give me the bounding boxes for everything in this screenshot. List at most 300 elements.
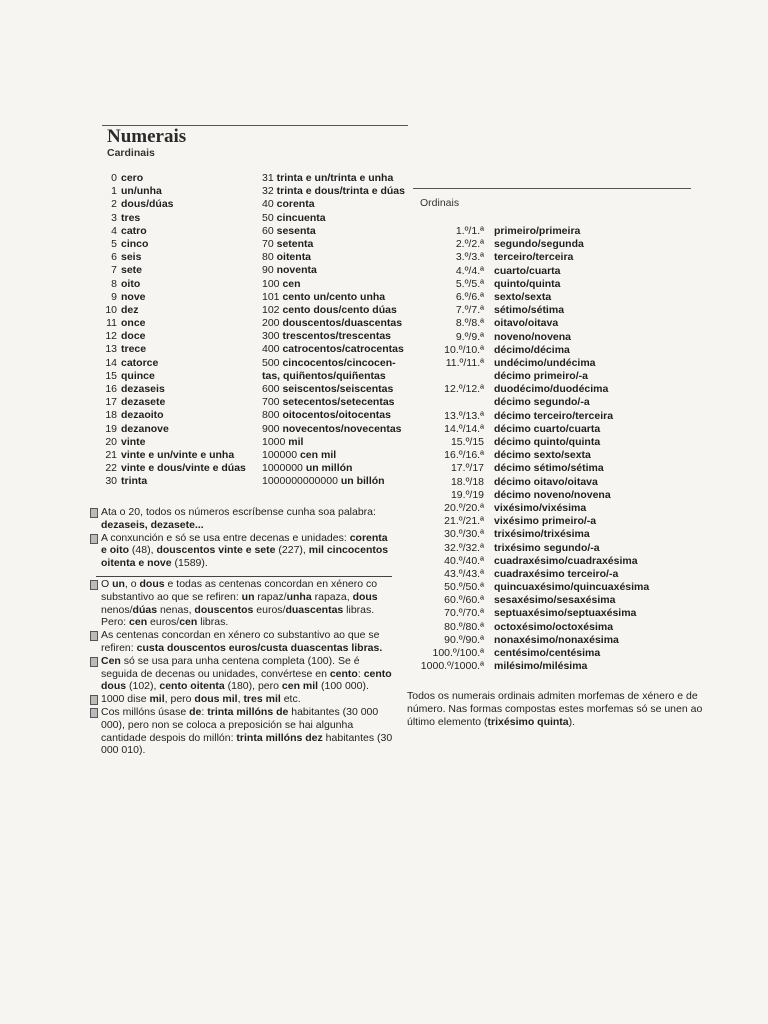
numeral-word: cen (282, 277, 301, 290)
note-example: de (189, 705, 202, 718)
numeral-word: once (121, 317, 146, 330)
cardinals-list-right (262, 172, 405, 489)
cardinal-row (77, 409, 246, 422)
cardinal-row (262, 291, 405, 304)
numeral-word: dezasete (121, 396, 166, 409)
note-text: etc. (280, 693, 301, 706)
note-text: (227), (275, 544, 309, 557)
note-example: dezaseis, dezasete... (101, 518, 204, 531)
numeral: 15.º/15 (450, 436, 484, 448)
numeral: 11.º/11.ª (445, 356, 484, 369)
numeral-word: sete (121, 264, 143, 277)
note-example: cento oitenta (159, 680, 225, 693)
note-example: custa douscentos euros/custa duascentas libras. (136, 641, 383, 654)
note-text: Cos millóns úsase (101, 705, 190, 718)
note-paragraph (90, 532, 394, 570)
ordinals-heading: Ordinais (420, 197, 460, 209)
ordinal-row (406, 304, 649, 317)
numeral-word: duodécimo/duodécima (494, 383, 609, 396)
cardinal-row (77, 238, 246, 251)
bullet-square-icon (90, 708, 98, 718)
ordinal-row (406, 542, 649, 555)
numeral-word: catrocentos/catrocentas (282, 343, 404, 356)
numeral: 14 (105, 356, 117, 369)
numeral-word: novecentos/novecentas (282, 422, 402, 435)
numeral-word: trinta e dous/trinta e dúas (276, 185, 405, 198)
numeral-word: tas, quiñentos/quiñentas (262, 369, 386, 382)
cardinal-row (262, 409, 405, 422)
numeral-word: quinto/quinta (494, 277, 561, 290)
numeral-word: cuarto/cuarta (494, 264, 561, 277)
cardinal-row (77, 172, 246, 185)
ordinal-row (406, 594, 649, 607)
cardinal-row (262, 172, 405, 185)
numeral: 400 (262, 343, 280, 356)
ordinal-row (406, 502, 649, 515)
numeral: 30 (105, 475, 117, 488)
numeral: 3 (111, 211, 117, 224)
numeral: 80.º/80.ª (444, 620, 484, 633)
note-text: habitantes (30 000 000), pero non se coloca a preposición se hai algunha cantidade despois do millón: (101, 705, 379, 744)
numeral-word: décimo quinto/quinta (494, 436, 601, 448)
note-text: As centenas concordan en xénero co substantivo ao que se refiren: (101, 629, 380, 654)
numeral-word: cuadraxésimo terceiro/-a (494, 567, 619, 580)
numeral: 0 (111, 172, 117, 184)
numeral: 4.º/4.ª (455, 264, 484, 277)
numeral-word: corenta (276, 198, 315, 211)
numeral: 6 (111, 251, 117, 264)
note-text: , (237, 693, 244, 706)
note-example: un (112, 578, 125, 590)
numeral: 102 (262, 303, 280, 316)
cardinal-row (262, 185, 405, 198)
numeral-word: cuadraxésimo/cuadraxésima (494, 554, 638, 567)
numeral-word: terceiro/terceira (494, 251, 574, 264)
numeral-word: vinte (121, 435, 146, 448)
numeral-word: centésimo/centésima (494, 647, 601, 659)
numeral: 12 (105, 330, 117, 343)
numeral: 5.º/5.ª (455, 277, 484, 290)
note-text: libras. (197, 616, 229, 629)
numeral-word: dezanove (121, 422, 169, 435)
numeral-word: décimo terceiro/terceira (494, 409, 614, 422)
cardinal-row (262, 238, 405, 251)
note-text: A conxunción e só se usa entre decenas e unidades: (101, 531, 350, 544)
numeral: 6.º/6.ª (455, 290, 484, 303)
numeral: 18.º/18 (450, 475, 484, 488)
cardinal-notes-a (90, 506, 394, 570)
numeral-word: un billón (340, 475, 385, 488)
ordinal-row (406, 291, 649, 304)
ordinal-row (406, 423, 649, 436)
note-text: e todas as centenas concordan en xénero co substantivo ao que se refiren: (101, 578, 378, 603)
ordinals-note (407, 690, 707, 729)
cardinal-row (77, 264, 246, 277)
numeral-word: décimo/décima (494, 343, 570, 356)
numeral-word: trinta e un/trinta e unha (276, 172, 394, 184)
ordinal-row (406, 344, 649, 357)
numeral-word: cen mil (299, 448, 337, 461)
numeral-word: nove (121, 290, 146, 303)
note-text: (100 000). (318, 680, 369, 693)
numeral: 1 (111, 185, 117, 198)
numeral: 10 (105, 303, 117, 316)
numeral-word: cincuenta (276, 211, 326, 224)
numeral-word: catorce (121, 356, 159, 369)
ordinal-row (406, 515, 649, 528)
numeral: 20.º/20.ª (444, 501, 484, 514)
ordinal-row (406, 489, 649, 502)
numeral: 31 (262, 172, 274, 184)
numeral: 80 (262, 251, 274, 264)
numeral-word: nonaxésimo/nonaxésima (494, 633, 619, 646)
bullet-square-icon (90, 534, 98, 544)
numeral-word: trinta (121, 475, 148, 488)
numeral-word: dezaoito (121, 409, 164, 422)
note-text: 1000 dise (101, 693, 150, 706)
ordinal-row (406, 621, 649, 634)
note-text: (102), (126, 680, 160, 693)
cardinal-row (77, 357, 246, 370)
note-text: habitantes (30 000 010). (101, 731, 393, 757)
numeral: 16.º/16.ª (444, 449, 484, 462)
numeral: 200 (262, 317, 280, 330)
numeral: 70.º/70.ª (444, 607, 484, 620)
note-example: trinta millóns de (207, 705, 289, 718)
note-example: trixésimo quinta (487, 716, 569, 728)
numeral-word: segundo/segunda (494, 238, 584, 251)
cardinal-row (262, 396, 405, 409)
numeral-word: primeiro/primeira (494, 225, 581, 237)
ordinal-row (406, 383, 649, 396)
cardinal-row (77, 185, 246, 198)
numeral-word: seis (121, 251, 142, 264)
numeral: 1000.º/1000.ª (420, 660, 484, 673)
note-text: euros/ (147, 616, 180, 629)
numeral-word: cincocentos/cincocen- (282, 356, 396, 369)
note-text: O (101, 578, 113, 590)
page-title: Numerais (107, 126, 187, 147)
numeral: 90.º/90.ª (444, 633, 484, 646)
numeral-word: mil (288, 435, 304, 448)
numeral: 1000000 (262, 462, 303, 475)
numeral: 21.º/21.ª (444, 515, 484, 528)
note-paragraph (90, 706, 394, 757)
numeral: 22 (105, 462, 117, 475)
note-example: mil (149, 693, 165, 706)
cardinal-row (77, 330, 246, 343)
numeral: 18 (105, 409, 117, 422)
cardinal-row (77, 198, 246, 211)
numeral-word: tres (121, 211, 141, 224)
numeral: 5 (111, 237, 117, 250)
numeral-word: doce (121, 330, 146, 343)
numeral: 800 (262, 409, 280, 422)
numeral: 101 (262, 290, 280, 303)
numeral-word: dous/dúas (121, 198, 174, 211)
numeral: 9 (111, 290, 117, 303)
numeral: 500 (262, 356, 280, 369)
note-example: Cen (101, 654, 121, 667)
numeral-word: dez (121, 303, 139, 316)
numeral-word: décimo sexto/sexta (494, 449, 591, 462)
cardinal-row (77, 423, 246, 436)
numeral-word: décimo noveno/novena (494, 488, 611, 501)
numeral: 17.º/17 (450, 462, 484, 475)
ordinal-row (406, 581, 649, 594)
numeral-word: sexto/sexta (494, 290, 552, 303)
bullet-square-icon (90, 657, 98, 667)
numeral-word: cero (121, 172, 144, 184)
numeral: 1.º/1.ª (455, 225, 484, 237)
note-text: só se usa para unha centena completa (100). Se é seguida de decenas ou unidades, convértese en (101, 654, 360, 680)
numeral-word: sesaxésimo/sesaxésima (494, 594, 616, 607)
ordinal-row (406, 449, 649, 462)
cardinal-row (77, 462, 246, 475)
ordinal-row (406, 331, 649, 344)
note-text: rapaz/ (254, 590, 287, 603)
numeral: 12.º/12.ª (444, 383, 484, 396)
numeral-word: cento dous/cento dúas (282, 303, 397, 316)
numeral: 19.º/19 (450, 488, 484, 501)
numeral: 19 (105, 422, 117, 435)
note-example: duascentas (285, 603, 344, 616)
ordinal-row (406, 607, 649, 620)
cardinal-row (262, 304, 405, 317)
numeral-word: décimo oitavo/oitava (494, 475, 598, 488)
numeral: 16 (105, 383, 117, 395)
numeral: 10.º/10.ª (444, 343, 484, 356)
numeral-word: douscentos/duascentas (282, 317, 403, 330)
note-text: Todos os numerais ordinais admiten morfemas de xénero e de número. Nas formas compostas estes morfemas só se unen ao último elemento ( (407, 690, 703, 728)
cardinal-row (77, 304, 246, 317)
ordinal-row (406, 410, 649, 423)
numeral-word: cento un/cento unha (282, 290, 386, 303)
cardinal-row (262, 225, 405, 238)
ordinal-row (406, 660, 649, 673)
cardinal-row (77, 251, 246, 264)
numeral-word: noveno/novena (494, 330, 572, 343)
note-paragraph (90, 629, 394, 655)
numeral-word: catro (121, 224, 147, 237)
note-text: : (201, 705, 208, 718)
note-text: (180), pero (224, 680, 282, 693)
note-example: cento (329, 667, 358, 680)
note-example: dúas (132, 603, 158, 616)
cardinal-row (262, 198, 405, 211)
note-paragraph (90, 655, 394, 693)
bullet-square-icon (90, 580, 98, 590)
cardinal-row (262, 278, 405, 291)
numeral-word: setecentos/setecentas (282, 396, 395, 409)
cardinal-row (262, 462, 405, 475)
note-paragraph (90, 506, 394, 532)
ordinal-row (406, 278, 649, 291)
ordinal-row (406, 265, 649, 278)
note-paragraph (90, 578, 394, 629)
numeral: 40 (262, 198, 274, 211)
numeral-word: quincuaxésimo/quincuaxésima (494, 581, 650, 594)
cardinal-notes-b (90, 578, 394, 757)
notes-divider (96, 576, 392, 577)
numeral: 700 (262, 396, 280, 409)
numeral-word: trescentos/trescentas (282, 330, 392, 343)
numeral-word: vinte e un/vinte e unha (121, 448, 235, 461)
cardinal-row (262, 343, 405, 356)
numeral: 1000 (262, 435, 286, 448)
cardinal-row (77, 317, 246, 330)
numeral-word: seiscentos/seiscentas (282, 383, 394, 395)
numeral-word: milésimo/milésima (494, 660, 588, 673)
numeral: 8 (111, 277, 117, 290)
cardinal-row (262, 251, 405, 264)
ordinal-row (406, 634, 649, 647)
cardinal-row (262, 212, 405, 225)
numeral-word: décimo segundo/-a (494, 396, 590, 409)
numeral: 11 (106, 317, 117, 330)
numeral: 50 (262, 211, 274, 224)
numeral: 60 (262, 224, 274, 237)
note-text: : (357, 667, 364, 680)
cardinal-row (77, 436, 246, 449)
ordinal-row (406, 238, 649, 251)
numeral: 2.º/2.ª (455, 238, 484, 251)
note-example: un (241, 590, 255, 603)
ordinal-row (406, 555, 649, 568)
numeral-word: trixésimo/trixésima (494, 528, 590, 541)
numeral: 300 (262, 330, 280, 343)
note-text: (1589). (171, 557, 208, 570)
numeral-word: vinte e dous/vinte e dúas (121, 462, 246, 475)
numeral: 100000 (262, 448, 298, 461)
ordinal-row (406, 436, 649, 449)
note-text: nenas, (157, 603, 195, 616)
ordinal-row (406, 370, 649, 383)
ordinal-row (406, 476, 649, 489)
bullet-square-icon (90, 508, 98, 518)
numeral-word: octoxésimo/octoxésima (494, 620, 614, 633)
note-example: dous (352, 590, 378, 603)
numeral-word: trece (121, 343, 147, 356)
numeral-word: décimo sétimo/sétima (494, 462, 604, 475)
ordinals-list (406, 225, 649, 673)
note-text: (48), (129, 544, 157, 557)
numeral: 32.º/32.ª (444, 541, 484, 554)
numeral: 90 (262, 264, 274, 277)
note-example: cen (179, 616, 198, 629)
note-text: libras. Pero: (101, 603, 375, 629)
cardinal-row (77, 475, 246, 488)
numeral-word: noventa (276, 264, 317, 277)
numeral: 7 (111, 264, 117, 277)
numeral-word: setenta (276, 237, 314, 250)
cardinal-row (77, 396, 246, 409)
numeral: 9.º/9.ª (455, 330, 484, 343)
numeral: 50.º/50.ª (444, 581, 484, 594)
ordinal-row (406, 528, 649, 541)
cardinal-row (262, 475, 405, 488)
ordinal-row (406, 396, 649, 409)
note-example: unha (286, 590, 312, 603)
numeral-word: quince (121, 369, 155, 382)
numeral: 600 (262, 383, 280, 395)
note-text: rapaza, (311, 590, 353, 603)
numeral: 32 (262, 185, 274, 198)
ordinal-row (406, 357, 649, 370)
ordinal-row (406, 251, 649, 264)
numeral-word: sesenta (276, 224, 316, 237)
numeral: 43.º/43.ª (444, 567, 484, 580)
ordinal-row (406, 462, 649, 475)
numeral-word: sétimo/sétima (494, 304, 565, 317)
cardinals-heading: Cardinais (107, 147, 155, 159)
numeral-word: oitenta (276, 251, 312, 264)
cardinal-row (262, 264, 405, 277)
numeral-word: oitavo/oitava (494, 317, 559, 330)
note-example: mil cincocentos oitenta e nove (101, 544, 389, 570)
note-example: tres mil (243, 693, 281, 706)
note-text: Ata o 20, todos os números escríbense cunha soa palabra: (101, 506, 376, 518)
numeral (406, 396, 494, 409)
cardinal-row (262, 330, 405, 343)
cardinals-list-left (77, 172, 246, 489)
numeral: 70 (262, 237, 274, 250)
numeral: 100.º/100.ª (432, 647, 484, 659)
numeral-word: un/unha (121, 185, 162, 198)
numeral: 20 (105, 435, 117, 448)
cardinal-row (262, 317, 405, 330)
numeral: 14.º/14.ª (444, 422, 484, 435)
numeral-word: cinco (121, 237, 149, 250)
cardinal-row (262, 370, 405, 383)
note-example: cen mil (281, 680, 319, 693)
note-example: cen (129, 616, 148, 629)
numeral-word: décimo cuarto/cuarta (494, 422, 601, 435)
cardinal-row (262, 449, 405, 462)
note-example: trinta millóns dez (236, 731, 323, 744)
numeral-word: undécimo/undécima (494, 356, 596, 369)
ordinal-row (406, 568, 649, 581)
note-example: dous (139, 578, 165, 590)
numeral: 3.º/3.ª (455, 251, 484, 264)
note-text: ). (568, 716, 576, 728)
numeral: 15 (105, 369, 117, 382)
ordinal-row (406, 225, 649, 238)
numeral: 900 (262, 422, 280, 435)
note-example: cento dous (101, 667, 392, 693)
note-text: , pero (164, 693, 195, 706)
numeral-word: un millón (305, 462, 353, 475)
cardinal-row (262, 383, 405, 396)
cardinal-row (77, 278, 246, 291)
cardinal-row (262, 423, 405, 436)
cardinal-row (77, 225, 246, 238)
numeral-word: trixésimo segundo/-a (494, 541, 600, 554)
ordinals-rule (413, 188, 691, 189)
numeral-word: dezaseis (121, 383, 165, 395)
bullet-square-icon (90, 695, 98, 705)
numeral-word: septuaxésimo/septuaxésima (494, 607, 637, 620)
cardinal-row (262, 436, 405, 449)
note-example: douscentos (194, 603, 254, 616)
note-example: douscentos vinte e sete (156, 544, 276, 557)
numeral-word: oito (121, 277, 141, 290)
numeral (406, 370, 494, 383)
bullet-square-icon (90, 631, 98, 641)
numeral-word: oitocentos/oitocentas (282, 409, 391, 422)
numeral: 8.º/8.ª (455, 317, 484, 330)
numeral: 100 (262, 277, 280, 290)
